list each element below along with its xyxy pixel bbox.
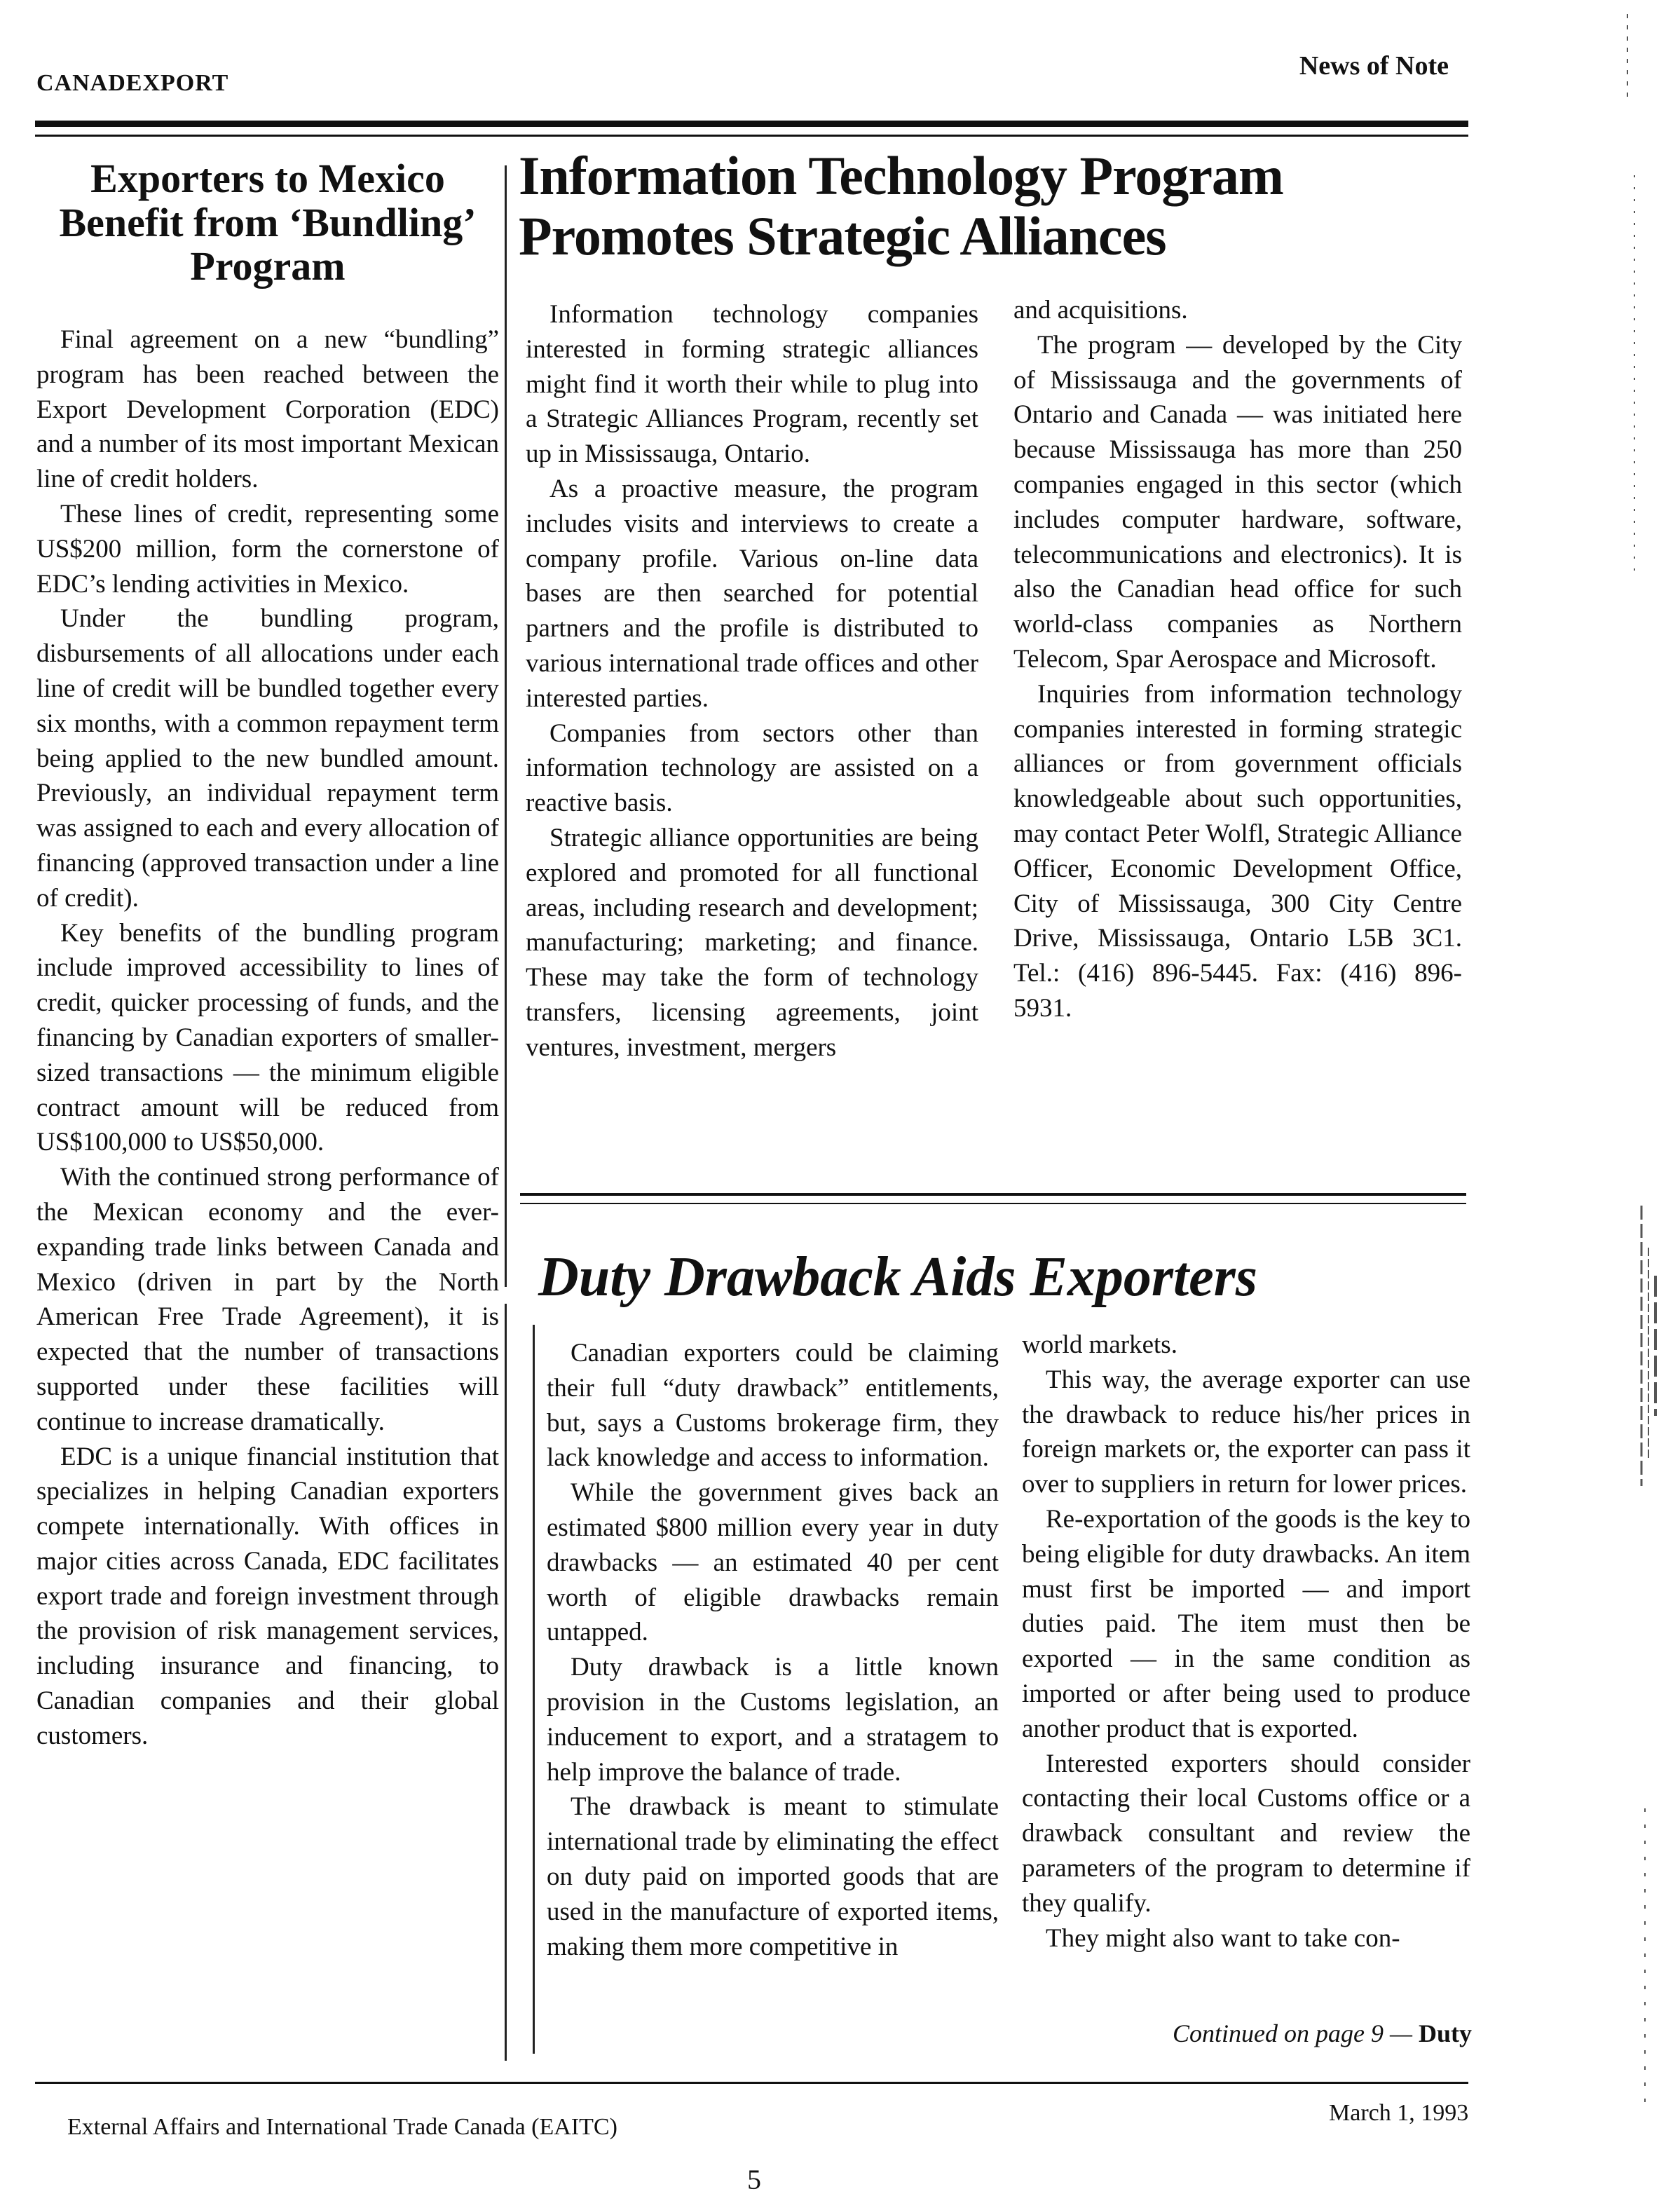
it-program-column-2 bbox=[1013, 293, 1462, 1026]
scan-artifact-marks bbox=[1620, 14, 1662, 2117]
it-program-column-1 bbox=[526, 297, 978, 1065]
paragraph: Re-exportation of the goods is the key to being eligible for duty drawbacks. An item must first be imported — and import duties paid. The item must then be exported — in the same condition as imported or after being used to produce another product that is exported. bbox=[1022, 1504, 1470, 1743]
column-divider bbox=[505, 1304, 507, 2061]
paragraph: The program — developed by the City of Mississauga and the governments of Ontario and Canada — was initiated here because Mississauga has more than 250 companies engaged in this sector (which includes computer hardware, software, telecommunications and electronics). It is also the Canadian head office for such world-class companies as Northern Telecom, Spar Aerospace and Microsoft. bbox=[1013, 330, 1462, 674]
paragraph: As a proactive measure, the program includes visits and interviews to create a company profile. Various on-line data bases are then searched for potential partners and the profile is distributed to various international trade offices and other interested parties. bbox=[526, 474, 978, 713]
paragraph: Companies from sectors other than information technology are assisted on a reactive basis. bbox=[526, 718, 978, 818]
paragraph: These lines of credit, representing some US$200 million, form the cornerstone of EDC’s lending activities in Mexico. bbox=[36, 499, 499, 599]
duty-column-2 bbox=[1022, 1328, 1470, 1956]
paragraph: EDC is a unique financial institution that specializes in helping Canadian exporters compete internationally. With offices in major cities across Canada, EDC facilitates export trade and foreign investment through the provision of risk management services, including insurance and financing, to Canadian companies and their global customers. bbox=[36, 1442, 499, 1750]
headline-line: Information Technology Program bbox=[519, 145, 1283, 206]
section-rule-thin bbox=[520, 1203, 1466, 1204]
paragraph: Canadian exporters could be claiming their full “duty drawback” entitlements, but, says a Customs brokerage firm, they lack knowledge and access to information. bbox=[547, 1339, 999, 1473]
duty-column-1 bbox=[547, 1336, 999, 1964]
paragraph: Under the bundling program, disbursements of all allocations under each line of credit will be bundled together every six months, with a common repayment term being applied to the new bundled amount. Previously, an individual repayment term was assigned to each and every allocation of financing (approved transaction under a line of credit). bbox=[36, 604, 499, 913]
paragraph: Interested exporters should consider contacting their local Customs office or a drawback consultant and review the parameters of the program to determine if they qualify. bbox=[1022, 1749, 1470, 1918]
paragraph: The drawback is meant to stimulate international trade by eliminating the effect on duty paid on imported goods that are used in the manufacture of exported items, making them more competitive in bbox=[547, 1792, 999, 1961]
section-title: News of Note bbox=[1299, 51, 1449, 81]
mexico-headline: Exporters to Mexico Benefit from ‘Bundling’ Program bbox=[59, 156, 477, 289]
paragraph: They might also want to take con- bbox=[1046, 1923, 1400, 1953]
paragraph: This way, the average exporter can use the drawback to reduce his/her prices in foreign markets or, the exporter can pass it over to suppliers in return for lower prices. bbox=[1022, 1365, 1470, 1499]
section-rule bbox=[520, 1193, 1466, 1196]
paragraph: Duty drawback is a little known provision in the Customs legislation, an inducement to export, and a stratagem to help improve the balance of trade. bbox=[547, 1653, 999, 1787]
continued-target: Duty bbox=[1418, 2019, 1472, 2047]
paragraph: While the government gives back an estimated $800 million every year in duty drawbacks — an estimated 40 per cent worth of eligible drawbacks remain untapped. bbox=[547, 1478, 999, 1647]
paragraph: world markets. bbox=[1022, 1330, 1177, 1359]
paragraph: Final agreement on a new “bundling” program has been reached between the Export Development Corporation (EDC) and a number of its most important Mexican line of credit holders. bbox=[36, 325, 499, 494]
paragraph: and acquisitions. bbox=[1013, 296, 1188, 325]
paragraph: Inquiries from information technology companies interested in forming strategic alliances or from government officials knowledgeable about such opportunities, may contact Peter Wolfl, Strategic Alliance Officer, Economic Development Office, City of Mississauga, 300 City Centre Drive, Mississauga, Ontario L5B 3C1. Tel.: (416) 896-5445. Fax: (416) 896-5931. bbox=[1013, 679, 1462, 1023]
headline-line: Promotes Strategic Alliances bbox=[519, 205, 1166, 266]
mexico-article-body bbox=[36, 322, 499, 1754]
continued-note bbox=[1023, 2019, 1472, 2048]
paragraph: Key benefits of the bundling program include improved accessibility to lines of credit, quicker processing of funds, and the financing by Canadian exporters of smaller-sized transactions — the minimum eligible contract amount will be reduced from US$100,000 to US$50,000. bbox=[36, 918, 499, 1157]
it-program-headline bbox=[519, 146, 1472, 266]
footer-publisher: External Affairs and International Trade Canada (EAITC) bbox=[67, 2114, 617, 2140]
column-divider bbox=[533, 1325, 535, 2054]
paragraph: With the continued strong performance of the Mexican economy and the ever-expanding trade links between Canada and Mexico (driven in part by the North American Free Trade Agreement), it is expected that the number of transactions supported under these facilities will continue to increase dramatically. bbox=[36, 1163, 499, 1436]
page-number: 5 bbox=[747, 2164, 761, 2195]
header-rule-thin bbox=[35, 135, 1468, 137]
paragraph: Strategic alliance opportunities are being explored and promoted for all functional areas, including research and development; manufacturing; marketing; and finance. These may take the form of technology transfers, licensing agreements, joint ventures, investment, mergers bbox=[526, 823, 978, 1062]
footer-date: March 1, 1993 bbox=[1329, 2100, 1469, 2126]
continued-text: Continued on page 9 — bbox=[1173, 2019, 1419, 2047]
duty-headline: Duty Drawback Aids Exporters bbox=[538, 1246, 1258, 1308]
column-divider bbox=[505, 165, 507, 1287]
paragraph: Information technology companies interested in forming strategic alliances might find it worth their while to plug into a Strategic Alliances Program, recently set up in Mississauga, Ontario. bbox=[526, 300, 978, 469]
publication-name: CANADEXPORT bbox=[36, 70, 229, 96]
header-rule bbox=[35, 121, 1468, 127]
footer-rule bbox=[35, 2082, 1468, 2084]
